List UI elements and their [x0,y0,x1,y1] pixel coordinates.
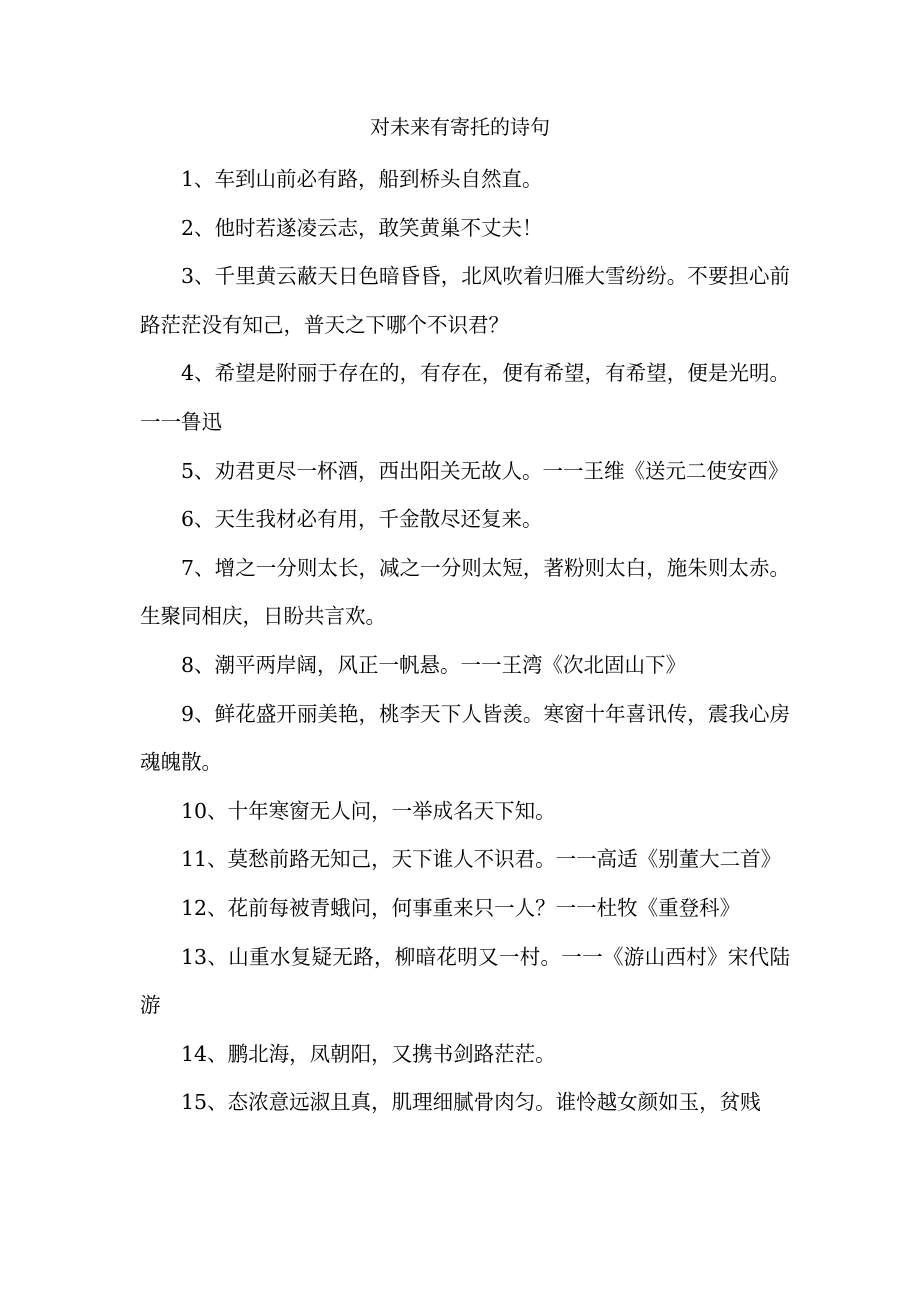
poem-line-12: 12、花前每被青蛾问，何事重来只一人？一一杜牧《重登科》 [181,895,741,920]
poem-list [140,155,790,1127]
poem-line-1: 1、车到山前必有路，船到桥头自然直。 [181,167,543,191]
document-title: 对未来有寄托的诗句 [370,115,550,139]
poem-line-2: 2、他时若遂凌云志，敢笑黄巢不丈夫！ [181,215,543,240]
poem-line-7: 7、增之一分则太长，减之一分则太短，著粉则太白，施朱则太赤。生聚同相庆，日盼共言欢。 [140,555,790,629]
poem-line-5: 5、劝君更尽一杯酒，西出阳关无故人。一一王维《送元二使安西》 [181,458,789,483]
poem-line-8: 8、潮平两岸阔，风正一帆悬。一一王湾《次北固山下》 [181,652,687,677]
poem-line-11: 11、莫愁前路无知己，天下谁人不识君。一一高适《别董大二首》 [181,847,782,872]
poem-line-10: 10、十年寒窗无人问，一举成名天下知。 [181,798,556,823]
poem-line-13: 13、山重水复疑无路，柳暗花明又一村。一一《游山西村》宋代陆游 [140,944,790,1018]
poem-line-4: 4、希望是附丽于存在的，有存在，便有希望，有希望，便是光明。一一鲁迅 [140,361,790,434]
poem-line-15: 15、态浓意远淑且真，肌理细腻骨肉匀。谁怜越女颜如玉，贫贱 [181,1090,761,1115]
poem-line-6: 6、天生我材必有用，千金散尽还复来。 [181,507,543,532]
poem-line-9: 9、鲜花盛开丽美艳，桃李天下人皆羡。寒窗十年喜讯传，震我心房魂魄散。 [140,701,790,775]
poem-line-14: 14、鹏北海，凤朝阳，又携书剑路茫茫。 [181,1041,556,1066]
poem-line-3: 3、千里黄云蔽天日色暗昏昏，北风吹着归雁大雪纷纷。不要担心前路茫茫没有知己，普天之下哪个不识君？ [140,264,790,337]
